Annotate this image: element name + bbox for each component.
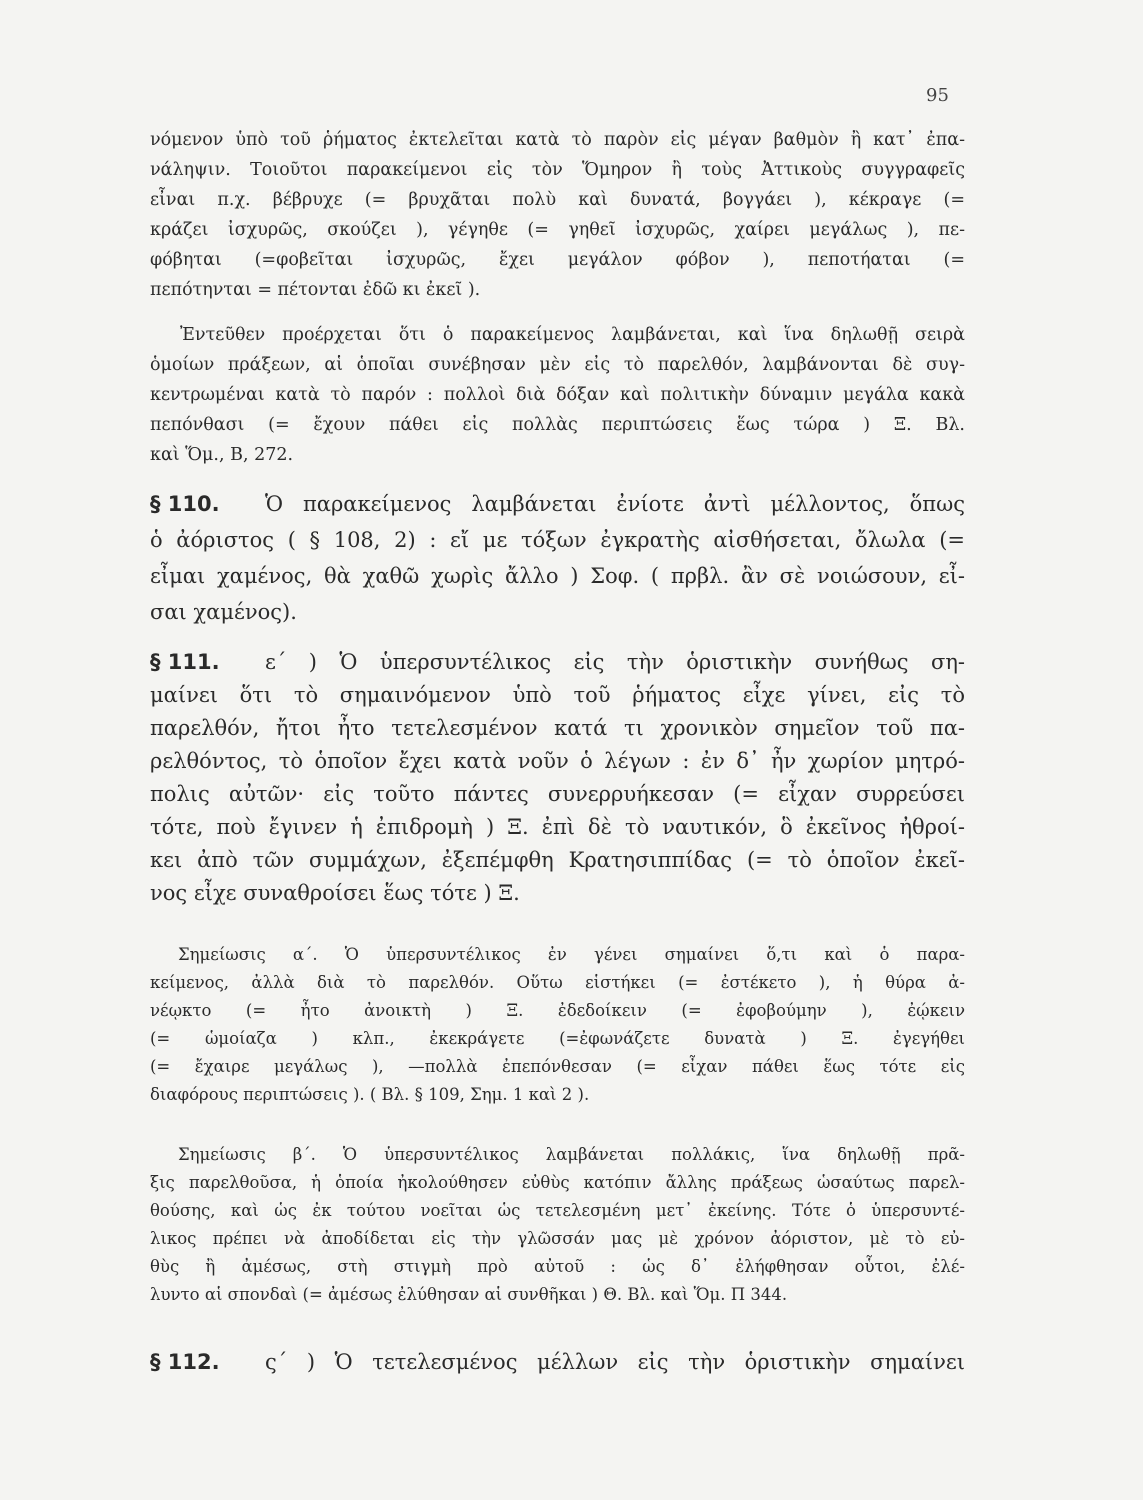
text-line: ε΄ ) Ὁ ὑπερσυντέλικος εἰς τὴν ὁριστικὴν συνήθως ση- [265,650,965,674]
text-line: νος εἶχε συναθροίσει ἕως τότε ) Ξ. [150,881,520,905]
text-line: θὺς ἢ ἀμέσως, στὴ στιγμὴ πρὸ αὐτοῦ : ὡς δ᾽ ἐλήφθησαν οὗτοι, ἐλέ- [150,1257,965,1276]
text-line: ξις παρελθοῦσα, ἡ ὁποία ἠκολούθησεν εὐθὺς κατόπιν ἄλλης πράξεως ὡσαύτως παρελ- [150,1173,965,1192]
text-line: λυντο αἱ σπονδαὶ (= ἀμέσως ἐλύθησαν αἱ συνθῆκαι ) Θ. Βλ. καὶ Ὅμ. Π 344. [150,1285,788,1304]
text-line: νόμενον ὑπὸ τοῦ ῥήματος ἐκτελεῖται κατὰ τὸ παρὸν εἰς μέγαν βαθμὸν ἢ κατ᾽ ἐπα- [150,130,965,150]
text-line: ρελθόντος, τὸ ὁποῖον ἔχει κατὰ νοῦν ὁ λέγων : ἐν δ᾽ ἦν χωρίον μητρό- [150,749,965,773]
text-line: (= ἔχαιρε μεγάλως ), —πολλὰ ἐπεπόνθεσαν (= εἶχαν πάθει ἕως τότε εἰς [150,1057,965,1076]
text-line: εἶναι π.χ. βέβρυχε (= βρυχᾶται πολὺ καὶ δυνατά, βογγάει ), κέκραγε (= [150,190,965,210]
text-line: ὁμοίων πράξεων, αἱ ὁποῖαι συνέβησαν μὲν εἰς τὸ παρελθόν, λαμβάνονται δὲ συγ- [150,355,965,375]
text-line: φόβηται (=φοβεῖται ἰσχυρῶς, ἔχει μεγάλον φόβον ), πεποτήαται (= [150,250,965,270]
text-line: κείμενος, ἀλλὰ διὰ τὸ παρελθόν. Οὕτω εἱστήκει (= ἐστέκετο ), ἡ θύρα ἀ- [150,973,965,992]
section-mark: § 111. [150,650,220,674]
text-line: κεντρωμέναι κατὰ τὸ παρόν : πολλοὶ διὰ δόξαν καὶ πολιτικὴν δύναμιν μεγάλα κακὰ [150,385,965,405]
text-line: ς΄ ) Ὁ τετελεσμένος μέλλων εἰς τὴν ὁριστικὴν σημαίνει [265,1350,965,1374]
text-line: μαίνει ὅτι τὸ σημαινόμενον ὑπὸ τοῦ ῥήματος εἶχε γίνει, εἰς τὸ [150,683,965,707]
text-line: σαι χαμένος). [150,600,297,624]
text-line: λικος πρέπει νὰ ἀποδίδεται εἰς τὴν γλῶσσάν μας μὲ χρόνον ἀόριστον, μὲ τὸ εὐ- [150,1229,965,1248]
text-line: διαφόρους περιπτώσεις ). ( Βλ. § 109, Σημ. 1 καὶ 2 ). [150,1085,590,1104]
text-line: πεπόνθασι (= ἔχουν πάθει εἰς πολλὰς περιπτώσεις ἕως τώρα ) Ξ. Βλ. [150,415,965,435]
text-line: τότε, ποὺ ἔγινεν ἡ ἐπιδρομὴ ) Ξ. ἐπὶ δὲ τὸ ναυτικόν, ὃ ἐκεῖνος ἠθροί- [150,815,965,839]
text-line: Σημείωσις β΄. Ὁ ὑπερσυντέλικος λαμβάνεται πολλάκις, ἵνα δηλωθῇ πρᾶ- [178,1145,965,1164]
text-line: πολις αὐτῶν· εἰς τοῦτο πάντες συνερρυήκεσαν (= εἶχαν συρρεύσει [150,782,965,806]
text-line: θούσης, καὶ ὡς ἐκ τούτου νοεῖται ὡς τετελεσμένη μετ᾽ ἐκείνης. Τότε ὁ ὑπερσυντέ- [150,1201,965,1220]
text-line: νάληψιν. Τοιοῦτοι παρακείμενοι εἰς τὸν Ὅμηρον ἢ τοὺς Ἀττικοὺς συγγραφεῖς [150,160,965,180]
text-line: Ἐντεῦθεν προέρχεται ὅτι ὁ παρακείμενος λαμβάνεται, καὶ ἵνα δηλωθῇ σειρὰ [180,325,965,345]
text-line: Ὁ παρακείμενος λαμβάνεται ἐνίοτε ἀντὶ μέλλοντος, ὅπως [265,492,965,516]
section-mark: § 112. [150,1350,220,1374]
text-line: Σημείωσις α΄. Ὁ ὑπερσυντέλικος ἐν γένει σημαίνει ὅ,τι καὶ ὁ παρα- [178,945,965,964]
text-line: (= ὡμοίαζα ) κλπ., ἐκεκράγετε (=ἐφωνάζετε δυνατὰ ) Ξ. ἐγεγήθει [150,1029,965,1048]
section-mark: § 110. [150,492,220,516]
page-number: 95 [926,85,949,106]
text-line: εἶμαι χαμένος, θὰ χαθῶ χωρὶς ἄλλο ) Σοφ. ( πρβλ. ἂν σὲ νοιώσουν, εἶ- [150,564,965,588]
text-line: κει ἀπὸ τῶν συμμάχων, ἐξεπέμφθη Κρατησιππίδας (= τὸ ὁποῖον ἐκεῖ- [150,848,965,872]
text-line: νέῳκτο (= ἦτο ἀνοικτὴ ) Ξ. ἐδεδοίκειν (= ἐφοβούμην ), ἐῴκειν [150,1001,965,1020]
text-line: κράζει ἰσχυρῶς, σκούζει ), γέγηθε (= γηθεῖ ἰσχυρῶς, χαίρει μεγάλως ), πε- [150,220,965,240]
text-line: καὶ Ὅμ., Β, 272. [150,445,294,465]
text-line: ὁ ἀόριστος ( § 108, 2) : εἴ με τόξων ἐγκρατὴς αἰσθήσεται, ὄλωλα (= [150,528,965,552]
text-line: παρελθόν, ἤτοι ἦτο τετελεσμένον κατά τι χρονικὸν σημεῖον τοῦ πα- [150,716,965,740]
text-line: πεπότηνται = πέτονται ἐδῶ κι ἐκεῖ ). [150,280,481,300]
